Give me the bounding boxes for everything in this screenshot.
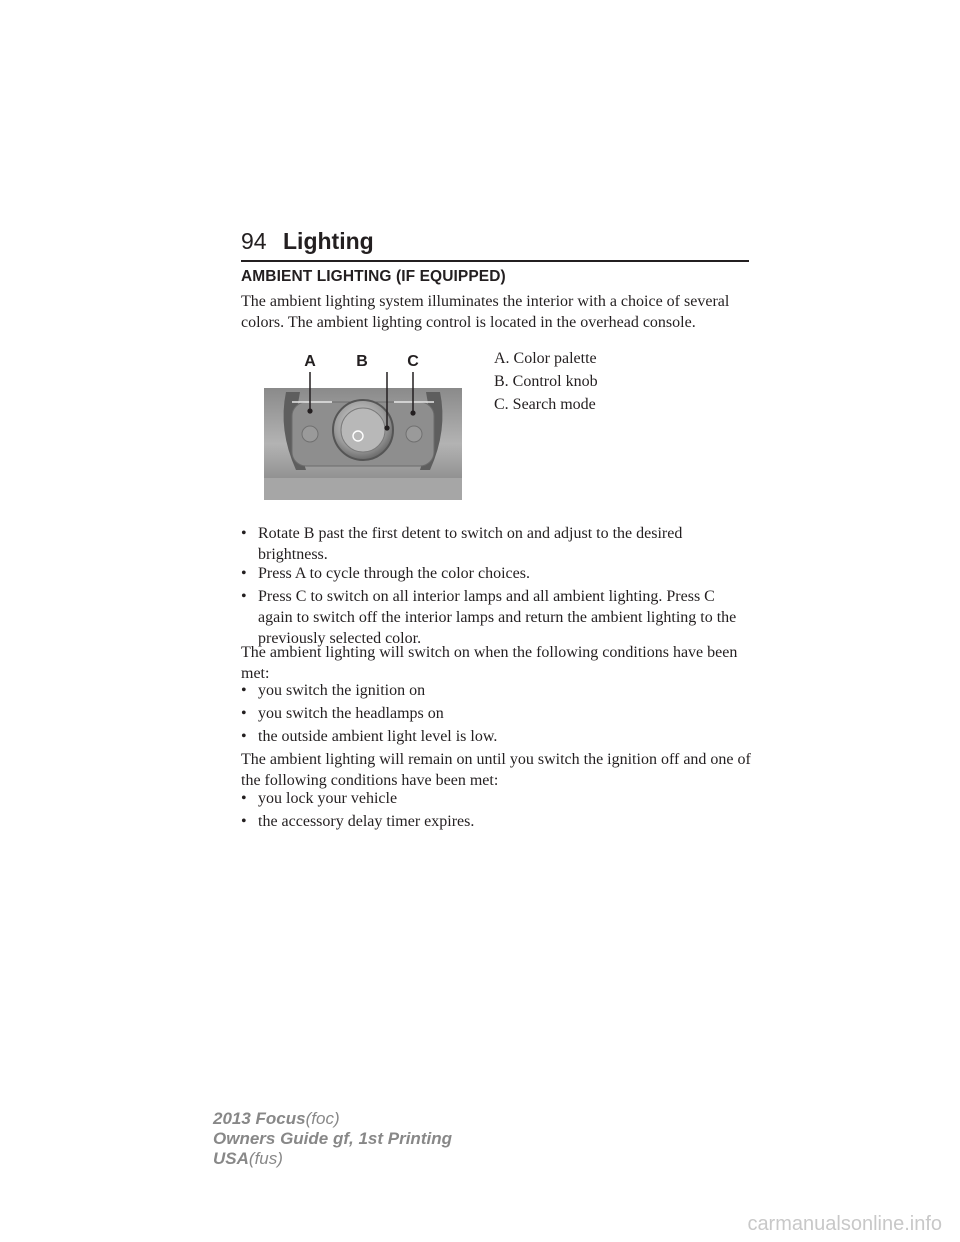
- footer-model: 2013 Focus: [213, 1109, 306, 1128]
- bullet-icon: •: [241, 813, 247, 830]
- footer-guide: Owners Guide gf, 1st Printing: [213, 1129, 452, 1148]
- list-item: [241, 726, 751, 747]
- list-item-text: you switch the headlamps on: [258, 705, 444, 722]
- section-title: AMBIENT LIGHTING (IF EQUIPPED): [241, 268, 506, 285]
- search-mode-button: [406, 426, 422, 442]
- list-item: [241, 563, 751, 584]
- footer-model-code: (foc): [305, 1109, 340, 1128]
- list-item: [241, 523, 751, 565]
- list-item-text: you switch the ignition on: [258, 682, 426, 699]
- bullet-icon: •: [241, 728, 247, 745]
- list-item: [241, 788, 751, 809]
- intro-paragraph: The ambient lighting system illuminates the interior with a choice of several colors. The ambient lighting control is located in the overhead console.: [241, 293, 730, 331]
- legend-item-a: A. Color palette: [494, 350, 597, 367]
- footer-market: USA: [213, 1149, 249, 1168]
- color-palette-button: [302, 426, 318, 442]
- list-item: [241, 811, 751, 832]
- callout-b: B: [356, 353, 368, 370]
- list-item: [241, 703, 751, 724]
- list-item-text: you lock your vehicle: [258, 790, 398, 807]
- remain-on-paragraph: The ambient lighting will remain on until you switch the ignition off and one of the following conditions have been met:: [241, 751, 751, 789]
- bullet-icon: •: [241, 790, 247, 807]
- footer-market-code: (fus): [248, 1149, 283, 1168]
- callout-a: A: [304, 353, 316, 370]
- chapter-title: Lighting: [283, 228, 374, 254]
- list-item-text: the accessory delay timer expires.: [258, 813, 475, 830]
- list-item: [241, 680, 751, 701]
- list-item-text: Rotate B past the first detent to switch on and adjust to the desired brightness.: [258, 525, 683, 563]
- bullet-icon: •: [241, 565, 247, 582]
- page-number: 94: [241, 228, 267, 254]
- list-item: [241, 586, 751, 649]
- legend-item-b: B. Control knob: [494, 373, 598, 390]
- page-header: [241, 228, 749, 262]
- callout-c: C: [407, 353, 419, 370]
- bullet-icon: •: [241, 588, 247, 605]
- legend-item-c: C. Search mode: [494, 396, 596, 413]
- list-item-text: Press A to cycle through the color choices.: [258, 565, 530, 582]
- switch-on-paragraph: The ambient lighting will switch on when the following conditions have been met:: [241, 644, 738, 682]
- bullet-icon: •: [241, 705, 247, 722]
- bullet-icon: •: [241, 682, 247, 699]
- list-item-text: Press C to switch on all interior lamps and all ambient lighting. Press C again to switch off the interior lamps and return the ambient lighting to the previously selected color.: [258, 588, 737, 647]
- page-footer: [213, 1109, 452, 1169]
- overhead-console-figure: [262, 350, 464, 502]
- list-item-text: the outside ambient light level is low.: [258, 728, 498, 745]
- watermark: carmanualsonline.info: [747, 1213, 942, 1235]
- bullet-icon: •: [241, 525, 247, 542]
